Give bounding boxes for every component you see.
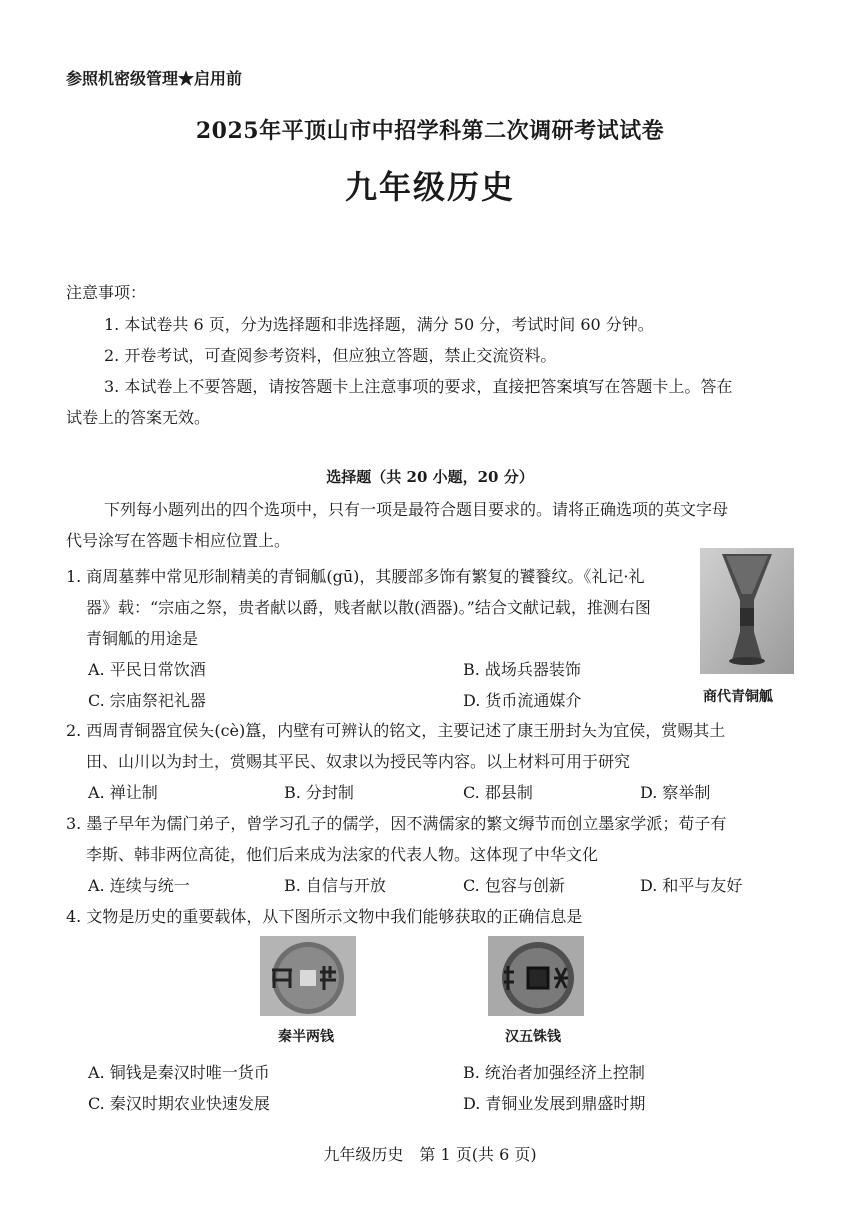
- question-2-option-d: D. 察举制: [640, 783, 711, 802]
- question-2-option-c: C. 郡县制: [463, 783, 533, 802]
- subject-title: 九年级历史: [344, 168, 515, 206]
- question-3-line: 李斯、韩非两位高徒，他们后来成为法家的代表人物。这体现了中华文化: [86, 845, 599, 864]
- question-4-option-b: B. 统治者加强经济上控制: [463, 1063, 645, 1082]
- question-2-option-b: B. 分封制: [284, 783, 354, 802]
- question-3-option-c: C. 包容与创新: [463, 876, 565, 895]
- coin-caption-han: 汉五铢钱: [505, 1029, 561, 1045]
- coin-icon: [260, 936, 356, 1016]
- coin-icon: [488, 936, 584, 1016]
- page-footer: 九年级历史 第 1 页(共 6 页): [323, 1145, 537, 1164]
- notice-heading: 注意事项：: [66, 283, 147, 302]
- question-1-option-c: C. 宗庙祭祀礼器: [88, 691, 206, 710]
- question-1-line: 青铜觚的用途是: [86, 629, 199, 648]
- question-1-option-b: B. 战场兵器装饰: [463, 660, 581, 679]
- question-2-option-a: A. 禅让制: [88, 783, 158, 802]
- section-title: 选择题（共 20 小题，20 分）: [326, 468, 534, 486]
- question-4-option-c: C. 秦汉时期农业快速发展: [88, 1094, 270, 1113]
- qin-banliang-coin-image: [260, 936, 356, 1016]
- question-1-line: 1. 商周墓葬中常见形制精美的青铜觚(gū)，其腰部多饰有繁复的饕餮纹。《礼记·礼: [66, 567, 645, 586]
- question-1-line: 器》载：“宗庙之祭，贵者献以爵，贱者献以散(酒器)。”结合文献记载，推测右图: [86, 598, 651, 617]
- gu-image-caption: 商代青铜觚: [703, 689, 773, 705]
- confidentiality-label: 参照机密级管理★启用前: [66, 69, 243, 88]
- question-3-line: 3. 墨子早年为儒门弟子，曾学习孔子的儒学，因不满儒家的繁文缛节而创立墨家学派；荀子有: [66, 814, 727, 833]
- question-1-option-a: A. 平民日常饮酒: [88, 660, 206, 679]
- bronze-gu-icon: [700, 548, 794, 674]
- question-3-option-d: D. 和平与友好: [640, 876, 743, 895]
- section-instruction: 代号涂写在答题卡相应位置上。: [66, 531, 291, 550]
- notice-item: 试卷上的答案无效。: [66, 408, 211, 427]
- coin-caption-qin: 秦半两钱: [278, 1029, 334, 1045]
- exam-title: 2025年平顶山市中招学科第二次调研考试试卷: [195, 118, 665, 144]
- notice-item: 2. 开卷考试，可查阅参考资料，但应独立答题，禁止交流资料。: [104, 346, 557, 365]
- notice-item: 3. 本试卷上不要答题，请按答题卡上注意事项的要求，直接把答案填写在答题卡上。答在: [104, 377, 733, 396]
- question-4-option-d: D. 青铜业发展到鼎盛时期: [463, 1094, 646, 1113]
- question-4-line: 4. 文物是历史的重要载体，从下图所示文物中我们能够获取的正确信息是: [66, 907, 583, 926]
- question-4-option-a: A. 铜钱是秦汉时唯一货币: [88, 1063, 270, 1082]
- question-3-option-a: A. 连续与统一: [88, 876, 190, 895]
- notice-item: 1. 本试卷共 6 页，分为选择题和非选择题，满分 50 分，考试时间 60 分钟。: [104, 315, 654, 334]
- question-2-line: 2. 西周青铜器宜侯夨(cè)簋，内壁有可辨认的铭文，主要记述了康王册封夨为宜侯，赏赐其土: [66, 721, 726, 740]
- question-1-option-d: D. 货币流通媒介: [463, 691, 582, 710]
- han-wuzhu-coin-image: [488, 936, 584, 1016]
- question-3-option-b: B. 自信与开放: [284, 876, 386, 895]
- question-2-line: 田、山川以为封土，赏赐其平民、奴隶以为授民等内容。以上材料可用于研究: [86, 752, 631, 771]
- bronze-gu-image: [700, 548, 794, 674]
- section-instruction: 下列每小题列出的四个选项中，只有一项是最符合题目要求的。请将正确选项的英文字母: [104, 500, 729, 519]
